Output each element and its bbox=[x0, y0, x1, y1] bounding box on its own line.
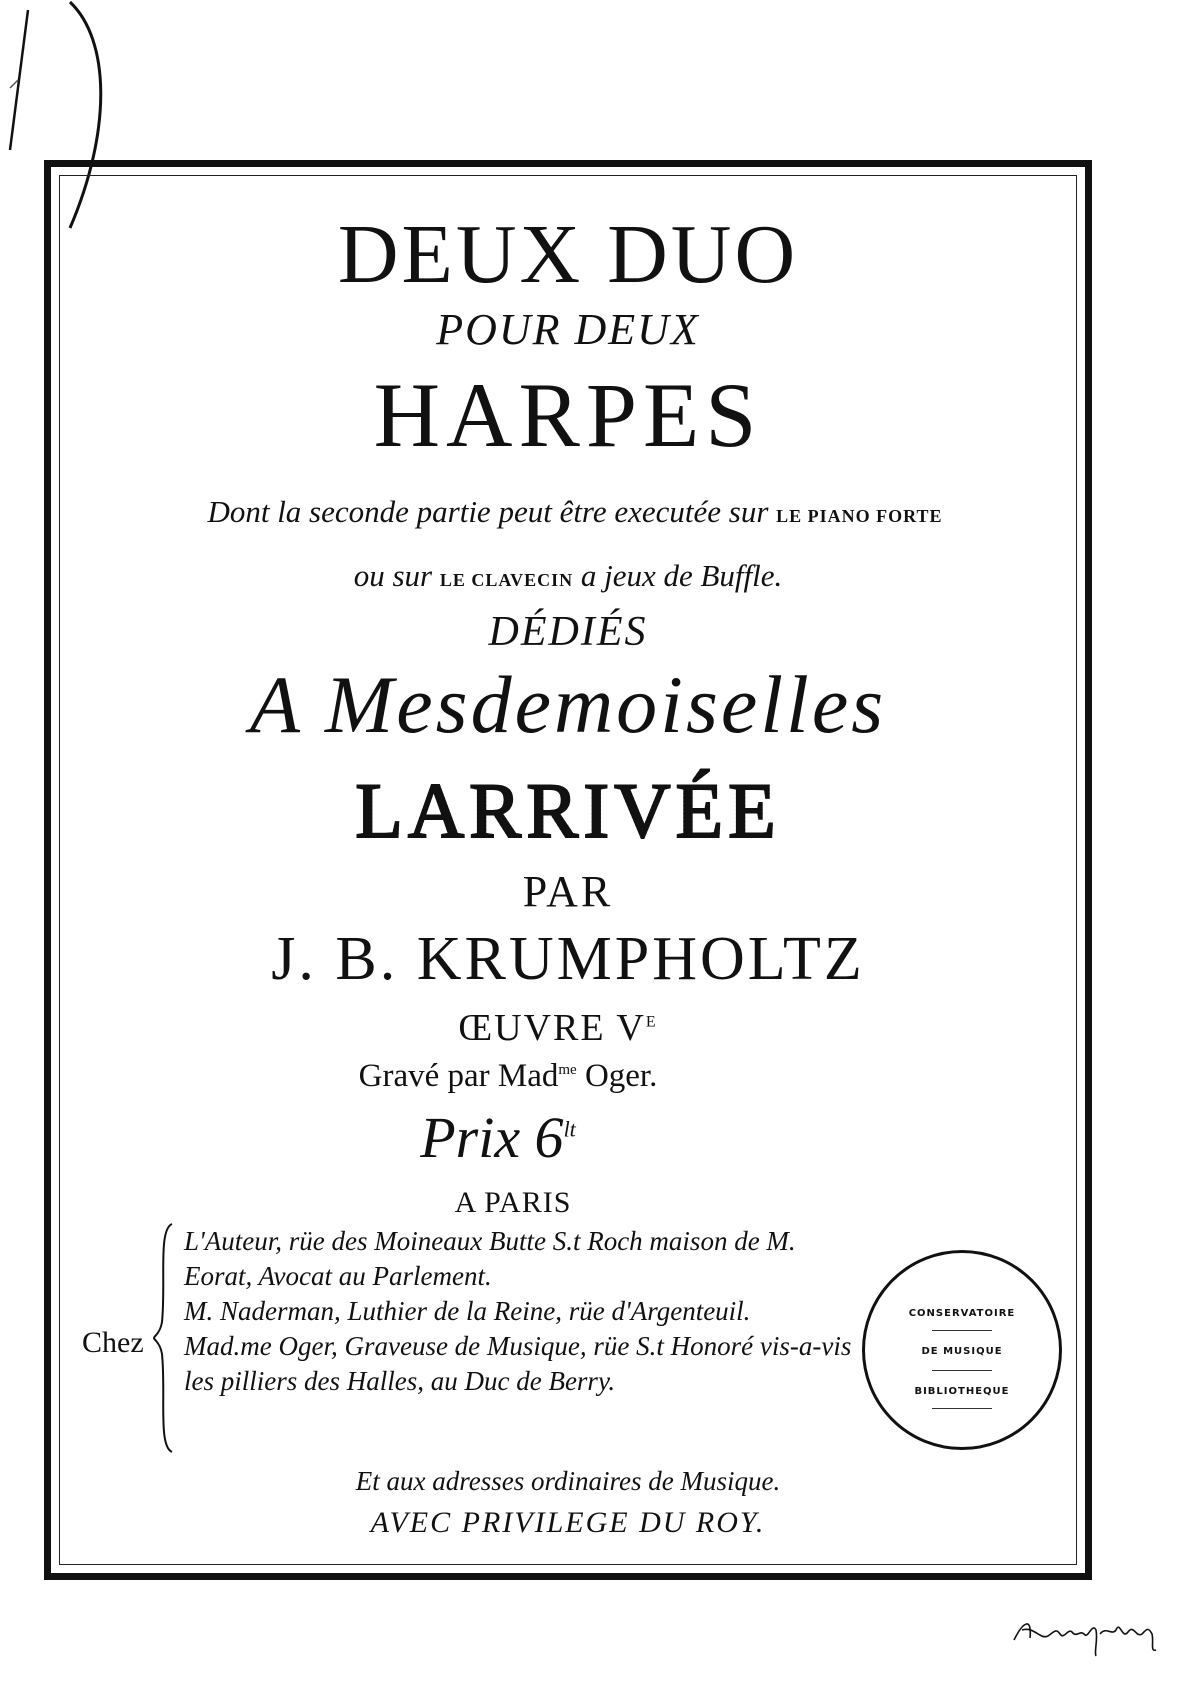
chez-label: Chez bbox=[82, 1326, 144, 1359]
main-title: DEUX DUO bbox=[337, 208, 799, 301]
address-line: les pilliers des Halles, au Duc de Berry. bbox=[184, 1366, 616, 1396]
address-line: Eorat, Avocat au Parlement. bbox=[184, 1261, 492, 1291]
subtitle-text: a jeux de Buffle. bbox=[573, 558, 783, 593]
price-unit: lt bbox=[563, 1116, 576, 1142]
dedication-label: DÉDIÉS bbox=[488, 609, 648, 655]
opus-number bbox=[60, 1006, 1076, 1050]
price bbox=[60, 1104, 1076, 1171]
subtitle-text: Dont la seconde partie peut être executée sur bbox=[207, 494, 777, 529]
opus-text: ŒUVRE V bbox=[458, 1007, 646, 1049]
dedication-recipients: A Mesdemoiselles bbox=[249, 659, 887, 750]
composer-name: J. B. KRUMPHOLTZ bbox=[271, 925, 865, 993]
publisher-addresses bbox=[184, 1224, 851, 1399]
publisher-city: A PARIS bbox=[454, 1186, 572, 1219]
subtitle-text: ou sur bbox=[353, 558, 440, 593]
opus-superscript: E bbox=[645, 1013, 658, 1031]
stamp-line-1: CONSERVATOIRE bbox=[908, 1308, 1016, 1319]
address-line: Mad.me Oger, Graveuse de Musique, rüe S.t Honoré vis-a-vis bbox=[184, 1331, 852, 1361]
engraver-text: Gravé par Mad bbox=[358, 1058, 559, 1094]
stamp-line-2: DE MUSIQUE bbox=[921, 1346, 1003, 1357]
library-stamp bbox=[862, 1250, 1062, 1450]
stamp-rule bbox=[932, 1370, 992, 1371]
subtitle-line-2 bbox=[60, 558, 1076, 594]
price-text: Prix 6 bbox=[420, 1105, 564, 1170]
engraver-credit bbox=[60, 1058, 1076, 1095]
title-page-border bbox=[44, 160, 1092, 1580]
subtitle-instrument-clavecin: LE CLAVECIN bbox=[439, 570, 574, 590]
title-page-inner-border bbox=[59, 175, 1077, 1565]
subtitle-instrument-piano: LE PIANO FORTE bbox=[776, 506, 943, 526]
subtitle-line-1 bbox=[60, 494, 1076, 530]
title-harpes: HARPES bbox=[373, 364, 763, 466]
stamp-rule bbox=[932, 1408, 992, 1409]
address-line: M. Naderman, Luthier de la Reine, rüe d'Argenteuil. bbox=[184, 1296, 751, 1326]
stamp-rule bbox=[932, 1330, 992, 1331]
royal-privilege: AVEC PRIVILEGE DU ROY. bbox=[370, 1506, 766, 1539]
engraver-name: Oger. bbox=[576, 1058, 658, 1094]
address-line: L'Auteur, rüe des Moineaux Butte S.t Roch maison de M. bbox=[184, 1226, 796, 1256]
title-pour-deux: POUR DEUX bbox=[436, 305, 700, 354]
handwritten-signature bbox=[1010, 1600, 1160, 1660]
by-label: PAR bbox=[522, 867, 614, 916]
stamp-line-3: BIBLIOTHEQUE bbox=[914, 1386, 1010, 1397]
dedicatee-name-text: LARRIVÉE bbox=[355, 767, 781, 854]
engraver-superscript: me bbox=[558, 1062, 577, 1078]
brace-icon bbox=[152, 1222, 176, 1454]
distribution-note: Et aux adresses ordinaires de Musique. bbox=[355, 1466, 781, 1496]
dedicatee-name bbox=[60, 766, 1076, 856]
